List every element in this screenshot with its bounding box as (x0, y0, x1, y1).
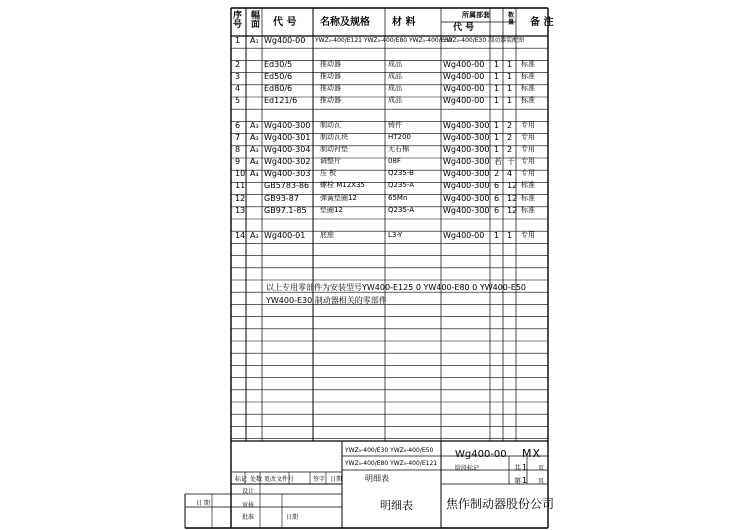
models-line-2: YWZ₅-400/E80 YWZ₅-400/E121 (345, 460, 438, 467)
row-parent-code: Wg400-00 (443, 231, 485, 240)
row-parent-code: Wg400-00 (443, 84, 485, 93)
row-name-spec: 螺栓 M12X35 (320, 181, 365, 189)
row-name-spec: 推动器 (320, 84, 341, 92)
row-qty-2: 1 (507, 96, 513, 105)
row-remark: 标准 (521, 96, 535, 104)
row-qty-1: 6 (494, 181, 500, 190)
header-used-in: 所属部套 (462, 11, 490, 19)
row-qty-2: 4 (507, 169, 513, 178)
row-remark: 标准 (521, 181, 535, 189)
row-sheet-size: A₃ (250, 145, 259, 154)
row-qty-2: 12 (507, 181, 518, 190)
sign-approve: 批准 (242, 514, 255, 521)
row-name-spec: 推动器 (320, 72, 341, 80)
row-seq: 10 (235, 169, 246, 178)
row-code: Wg400-302 (264, 157, 311, 166)
row-code: Wg400-303 (264, 169, 311, 178)
row-code: Ed50/6 (264, 72, 293, 81)
row-name-spec: 垫圈12 (320, 206, 343, 214)
row-parent-code: Wg400-300 (443, 133, 490, 142)
page-number: 1 (522, 476, 528, 485)
row-qty-1: 6 (494, 206, 500, 215)
note-line-2: YW400-E30 制动器相关的零部件 (266, 296, 387, 305)
row-code: Ed80/6 (264, 84, 293, 93)
row-seq: 8 (235, 145, 241, 154)
row-qty-1: 1 (494, 133, 500, 142)
row-code: GB93-87 (264, 194, 299, 203)
row-remark: 专用 (521, 231, 535, 239)
row-material: 成品 (388, 72, 402, 80)
row-seq: 9 (235, 157, 241, 166)
header-qty: 数量 (508, 12, 515, 26)
page-label: 第 (514, 477, 521, 485)
row-seq: 7 (235, 133, 241, 142)
row-seq: 1 (235, 36, 241, 45)
row-parent-code: Wg400-300 (443, 194, 490, 203)
header-remark: 备 注 (530, 17, 554, 28)
row-sheet-size: A₃ (250, 121, 259, 130)
row-parent-code: YWZ₅-400/E30 制动器装配图 (443, 37, 525, 44)
row-remark: 专用 (521, 157, 535, 165)
row-remark: 专用 (521, 145, 535, 153)
row-remark: 标准 (521, 60, 535, 68)
row-remark: 标准 (521, 72, 535, 80)
row-code: GB5783-86 (264, 181, 310, 190)
row-sheet-size: A₃ (250, 133, 259, 142)
row-name-spec: 推动器 (320, 96, 341, 104)
stage-label: 阶段标记 (455, 465, 480, 472)
row-remark: 标准 (521, 206, 535, 214)
row-name-spec: YWZ₅-400/E121 YWZ₅-400/E80 YWZ₅-400/E30 (315, 37, 453, 44)
row-code: Wg400-300 (264, 121, 311, 130)
row-qty-1: 1 (494, 96, 500, 105)
header-name-spec: 名称及规格 (320, 17, 370, 28)
row-seq: 3 (235, 72, 241, 81)
row-qty-2: 2 (507, 121, 513, 130)
drawing-number: Wg400-00 (455, 449, 507, 460)
row-seq: 13 (235, 206, 246, 215)
row-name-spec: 制动衬垫 (320, 145, 348, 153)
rev-header-count: 处数 (250, 476, 263, 483)
header-sheet: 幅面 (251, 11, 261, 30)
row-material: Q235-B (388, 169, 414, 177)
row-code: Wg400-301 (264, 133, 311, 142)
row-material: Q235-A (388, 206, 415, 214)
note-line-1: 以上专用零部件为安装型号YW400-E125 0 YW400-E80 0 YW400-E50 (266, 283, 527, 292)
row-parent-code: Wg400-300 (443, 121, 490, 130)
row-name-spec: 底座 (320, 231, 334, 239)
doc-code: MX (522, 447, 542, 460)
row-parent-code: Wg400-300 (443, 169, 490, 178)
row-material: 成品 (388, 60, 402, 68)
date-label: 日 期 (196, 500, 210, 507)
row-sheet-size: A₃ (250, 231, 259, 240)
row-qty-1: 1 (494, 72, 500, 81)
row-qty-1: 1 (494, 145, 500, 154)
row-qty-2: 12 (507, 206, 518, 215)
row-parent-code: Wg400-300 (443, 157, 490, 166)
row-qty-1: 1 (494, 84, 500, 93)
row-code: Ed30/5 (264, 60, 293, 69)
row-material: Q235-A (388, 181, 415, 189)
row-code: GB97.1-85 (264, 206, 307, 215)
company-name: 焦作制动器股份公司 (446, 497, 555, 511)
row-qty-1: 若 (494, 157, 502, 166)
row-sheet-size: A₄ (250, 157, 259, 166)
rev-header-mark: 标记 (235, 476, 248, 483)
row-qty-2: 2 (507, 133, 513, 142)
row-qty-2: 12 (507, 194, 518, 203)
row-material: HT200 (388, 133, 411, 141)
row-qty-2: 1 (507, 72, 513, 81)
row-code: Wg400-00 (264, 36, 306, 45)
row-remark: 标准 (521, 194, 535, 202)
row-material: 成品 (388, 96, 402, 104)
row-name-spec: 制动瓦 (320, 121, 341, 129)
row-name-spec: 推动器 (320, 60, 341, 68)
row-qty-1: 6 (494, 194, 500, 203)
row-name-spec: 弹簧垫圈12 (320, 194, 357, 202)
sign-check: 审核 (242, 502, 255, 509)
row-seq: 5 (235, 96, 241, 105)
list-label: 明细表 (365, 474, 389, 483)
sign-design: 设计 (242, 488, 255, 495)
header-used-in-code: 代 号 (453, 23, 475, 33)
rev-header-date: 日期 (330, 476, 343, 483)
row-code: Wg400-01 (264, 231, 306, 240)
row-parent-code: Wg400-300 (443, 181, 490, 190)
row-seq: 4 (235, 84, 241, 93)
row-seq: 2 (235, 60, 241, 69)
row-parent-code: Wg400-00 (443, 72, 485, 81)
row-qty-2: 1 (507, 84, 513, 93)
row-qty-1: 2 (494, 169, 500, 178)
row-code: Wg400-304 (264, 145, 311, 154)
rev-header-sign: 签字 (313, 476, 326, 483)
row-remark: 标准 (521, 84, 535, 92)
row-qty-1: 1 (494, 231, 500, 240)
row-name-spec: 压 板 (320, 169, 337, 177)
date-label-2: 日期 (286, 514, 299, 521)
row-material: 65Mn (388, 194, 408, 202)
row-material: 08F (388, 157, 401, 165)
total-label: 共 (514, 464, 521, 472)
row-parent-code: Wg400-00 (443, 96, 485, 105)
total-sheets: 1 (522, 463, 528, 472)
rev-header-change-doc: 更改文件号 (264, 476, 295, 483)
row-code: Ed121/6 (264, 96, 298, 105)
row-sheet-size: A₁ (250, 36, 259, 45)
row-material: 铸件 (388, 121, 402, 129)
models-line-1: YWZ₅-400/E30 YWZ₅-400/E50 (345, 447, 434, 454)
row-seq: 11 (235, 181, 246, 190)
row-material: L3-Y (388, 231, 403, 239)
header-seq: 序号 (233, 11, 243, 30)
header-material: 材 料 (392, 17, 416, 28)
row-name-spec: 制动瓦块 (320, 133, 348, 141)
total-unit: 页 (538, 465, 545, 472)
row-parent-code: Wg400-00 (443, 60, 485, 69)
row-seq: 12 (235, 194, 246, 203)
row-qty-2: 1 (507, 60, 513, 69)
row-parent-code: Wg400-300 (443, 145, 490, 154)
row-remark: 专用 (521, 121, 535, 129)
row-material: 无石棉 (388, 145, 409, 153)
row-seq: 14 (235, 231, 246, 240)
row-qty-1: 1 (494, 60, 500, 69)
row-name-spec: 调整片 (320, 157, 341, 165)
row-qty-2: 干 (507, 157, 515, 166)
row-qty-2: 1 (507, 231, 513, 240)
row-parent-code: Wg400-300 (443, 206, 490, 215)
row-qty-2: 2 (507, 145, 513, 154)
row-qty-1: 1 (494, 121, 500, 130)
header-code: 代 号 (273, 17, 297, 28)
row-remark: 专用 (521, 133, 535, 141)
document-title: 明细表 (380, 499, 413, 512)
page-unit: 页 (538, 478, 545, 485)
row-material: 成品 (388, 84, 402, 92)
row-sheet-size: A₄ (250, 169, 259, 178)
row-seq: 6 (235, 121, 241, 130)
row-remark: 专用 (521, 169, 535, 177)
